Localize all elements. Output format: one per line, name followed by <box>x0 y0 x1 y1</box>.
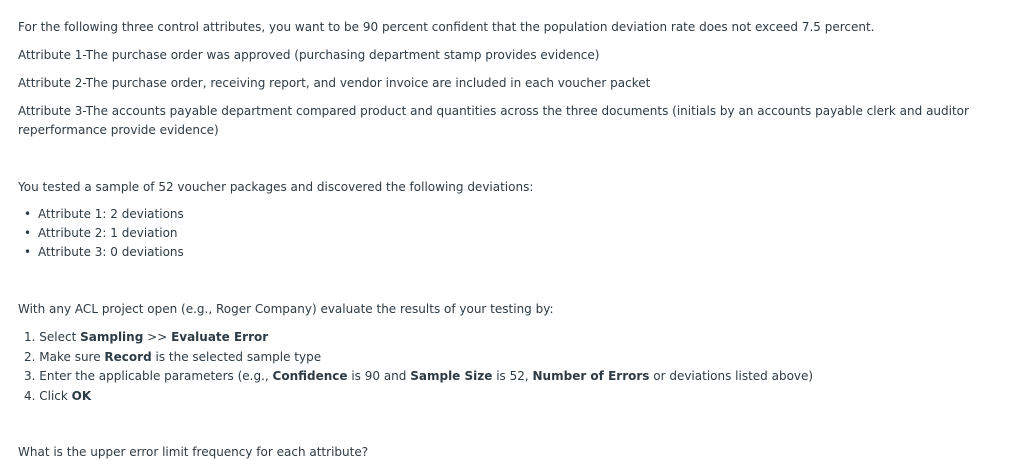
step-text: is 90 and <box>347 369 411 383</box>
question-paragraph: What is the upper error limit frequency for each attribute? <box>18 445 369 459</box>
step-text: 3. Enter the applicable parameters (e.g., <box>24 369 273 383</box>
sample-paragraph: You tested a sample of 52 voucher packages and discovered the following deviations: <box>18 180 534 194</box>
attribute-2-paragraph: Attribute 2-The purchase order, receiving report, and vendor invoice are included in each voucher packet <box>18 76 651 90</box>
step-text: 2. Make sure <box>24 349 105 364</box>
step-emphasis: Evaluate Error <box>171 330 269 344</box>
deviation-text: Attribute 2: 1 deviation <box>38 226 178 240</box>
step-emphasis: Number of Errors <box>532 369 650 383</box>
bullet-icon: • <box>24 226 32 240</box>
bullet-icon: • <box>24 245 32 259</box>
list-item <box>24 243 978 262</box>
step-emphasis: Record <box>104 349 152 364</box>
step-emphasis: Sample Size <box>410 369 493 383</box>
step-emphasis: Confidence <box>272 369 348 383</box>
bullet-icon: • <box>24 207 32 221</box>
list-item <box>24 224 978 243</box>
step-text: or deviations listed above) <box>649 369 814 383</box>
step-text: is 52, <box>492 369 533 383</box>
acl-instructions-paragraph: With any ACL project open (e.g., Roger Company) evaluate the results of your testing by: <box>18 302 554 316</box>
attribute-1-paragraph: Attribute 1-The purchase order was approved (purchasing department stamp provides evidence) <box>18 48 600 62</box>
intro-paragraph: For the following three control attributes, you want to be 90 percent confident that the population deviation rate does not exceed 7.5 percent. <box>18 20 875 34</box>
step-text: >> <box>143 330 172 344</box>
step-text: 4. Click <box>24 388 72 403</box>
step-emphasis: Sampling <box>80 330 144 344</box>
list-item <box>24 205 978 224</box>
attribute-3-paragraph: Attribute 3-The accounts payable department compared product and quantities across the three documents (initials by an accounts payable clerk and auditor reperformance provide evidence) <box>18 104 969 137</box>
step-1 <box>24 328 978 348</box>
deviation-text: Attribute 1: 2 deviations <box>38 207 184 221</box>
step-text: 1. Select <box>24 330 81 344</box>
deviation-text: Attribute 3: 0 deviations <box>38 245 184 259</box>
step-emphasis: OK <box>71 388 92 403</box>
step-2 <box>24 348 978 368</box>
deviations-list <box>18 205 978 262</box>
question-content <box>18 18 978 462</box>
steps-list <box>18 328 978 406</box>
step-4 <box>24 387 978 407</box>
step-3 <box>24 367 978 387</box>
step-text: is the selected sample type <box>151 349 322 364</box>
